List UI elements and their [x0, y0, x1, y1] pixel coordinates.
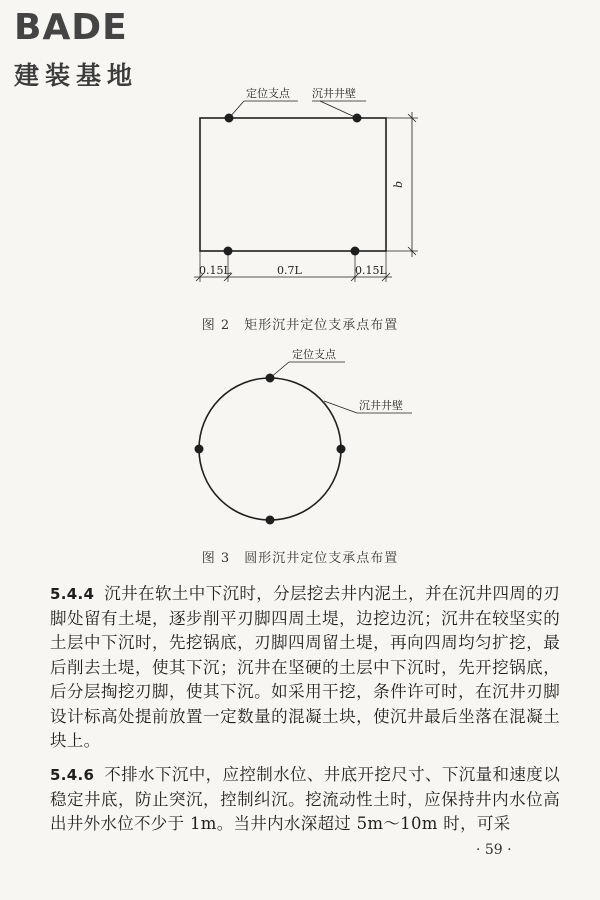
clause-text: 沉井在软土中下沉时，分层挖去井内泥土，并在沉井四周的刃脚处留有土堤，逐步削平刃脚四周土堤，边挖边沉；沉井在较坚实的土层中下沉时，先挖锅底，刃脚四周留土堤，再向四周均匀扩挖，最后削去土堤，使其下沉；沉井在坚硬的土层中下沉时，先开挖锅底，后分层掏挖刃脚，使其下沉。如采用干挖，条件许可时，在沉井刃脚设计标高处提前放置一定数量的混凝土块，使沉井最后坐落在混凝土块上。 — [50, 584, 560, 750]
leader-line — [270, 362, 289, 378]
dim-label-right: 0.15L — [355, 264, 387, 277]
logo-subtitle: 建装基地 — [14, 61, 139, 90]
label-caisson-wall: 沉井井壁 — [312, 87, 356, 100]
label-caisson-wall: 沉井井壁 — [359, 399, 403, 412]
dim-label-left: 0.15L — [199, 264, 231, 277]
clause-text: 不排水下沉中，应控制水位、井底开挖尺寸、下沉量和速度以稳定井底，防止突沉，控制纠沉。挖流动性土时，应保持井内水位高出井外水位不少于 1m。当井内水深超过 5m～10m 时，可采 — [50, 765, 560, 833]
figure-2-caption: 图 2 矩形沉井定位支承点布置 — [201, 318, 399, 333]
page-number: · 59 · — [476, 842, 512, 858]
logo-brand-text: BADE — [14, 7, 128, 48]
clause-number: 5.4.6 — [50, 766, 95, 784]
dim-label-side: b — [392, 180, 405, 188]
support-point — [195, 445, 204, 454]
figure-3-caption: 图 3 圆形沉井定位支承点布置 — [201, 551, 399, 566]
circle-caisson-outline — [199, 378, 341, 520]
clause-5-4-4 — [50, 582, 560, 754]
clause-number: 5.4.4 — [50, 585, 95, 603]
label-support-point: 定位支点 — [246, 87, 290, 100]
label-support-point: 定位支点 — [292, 348, 336, 361]
clause-5-4-6 — [50, 763, 560, 837]
leader-line — [324, 401, 357, 413]
support-point — [337, 445, 346, 454]
support-point — [266, 516, 275, 525]
dim-label-mid: 0.7L — [277, 264, 302, 277]
